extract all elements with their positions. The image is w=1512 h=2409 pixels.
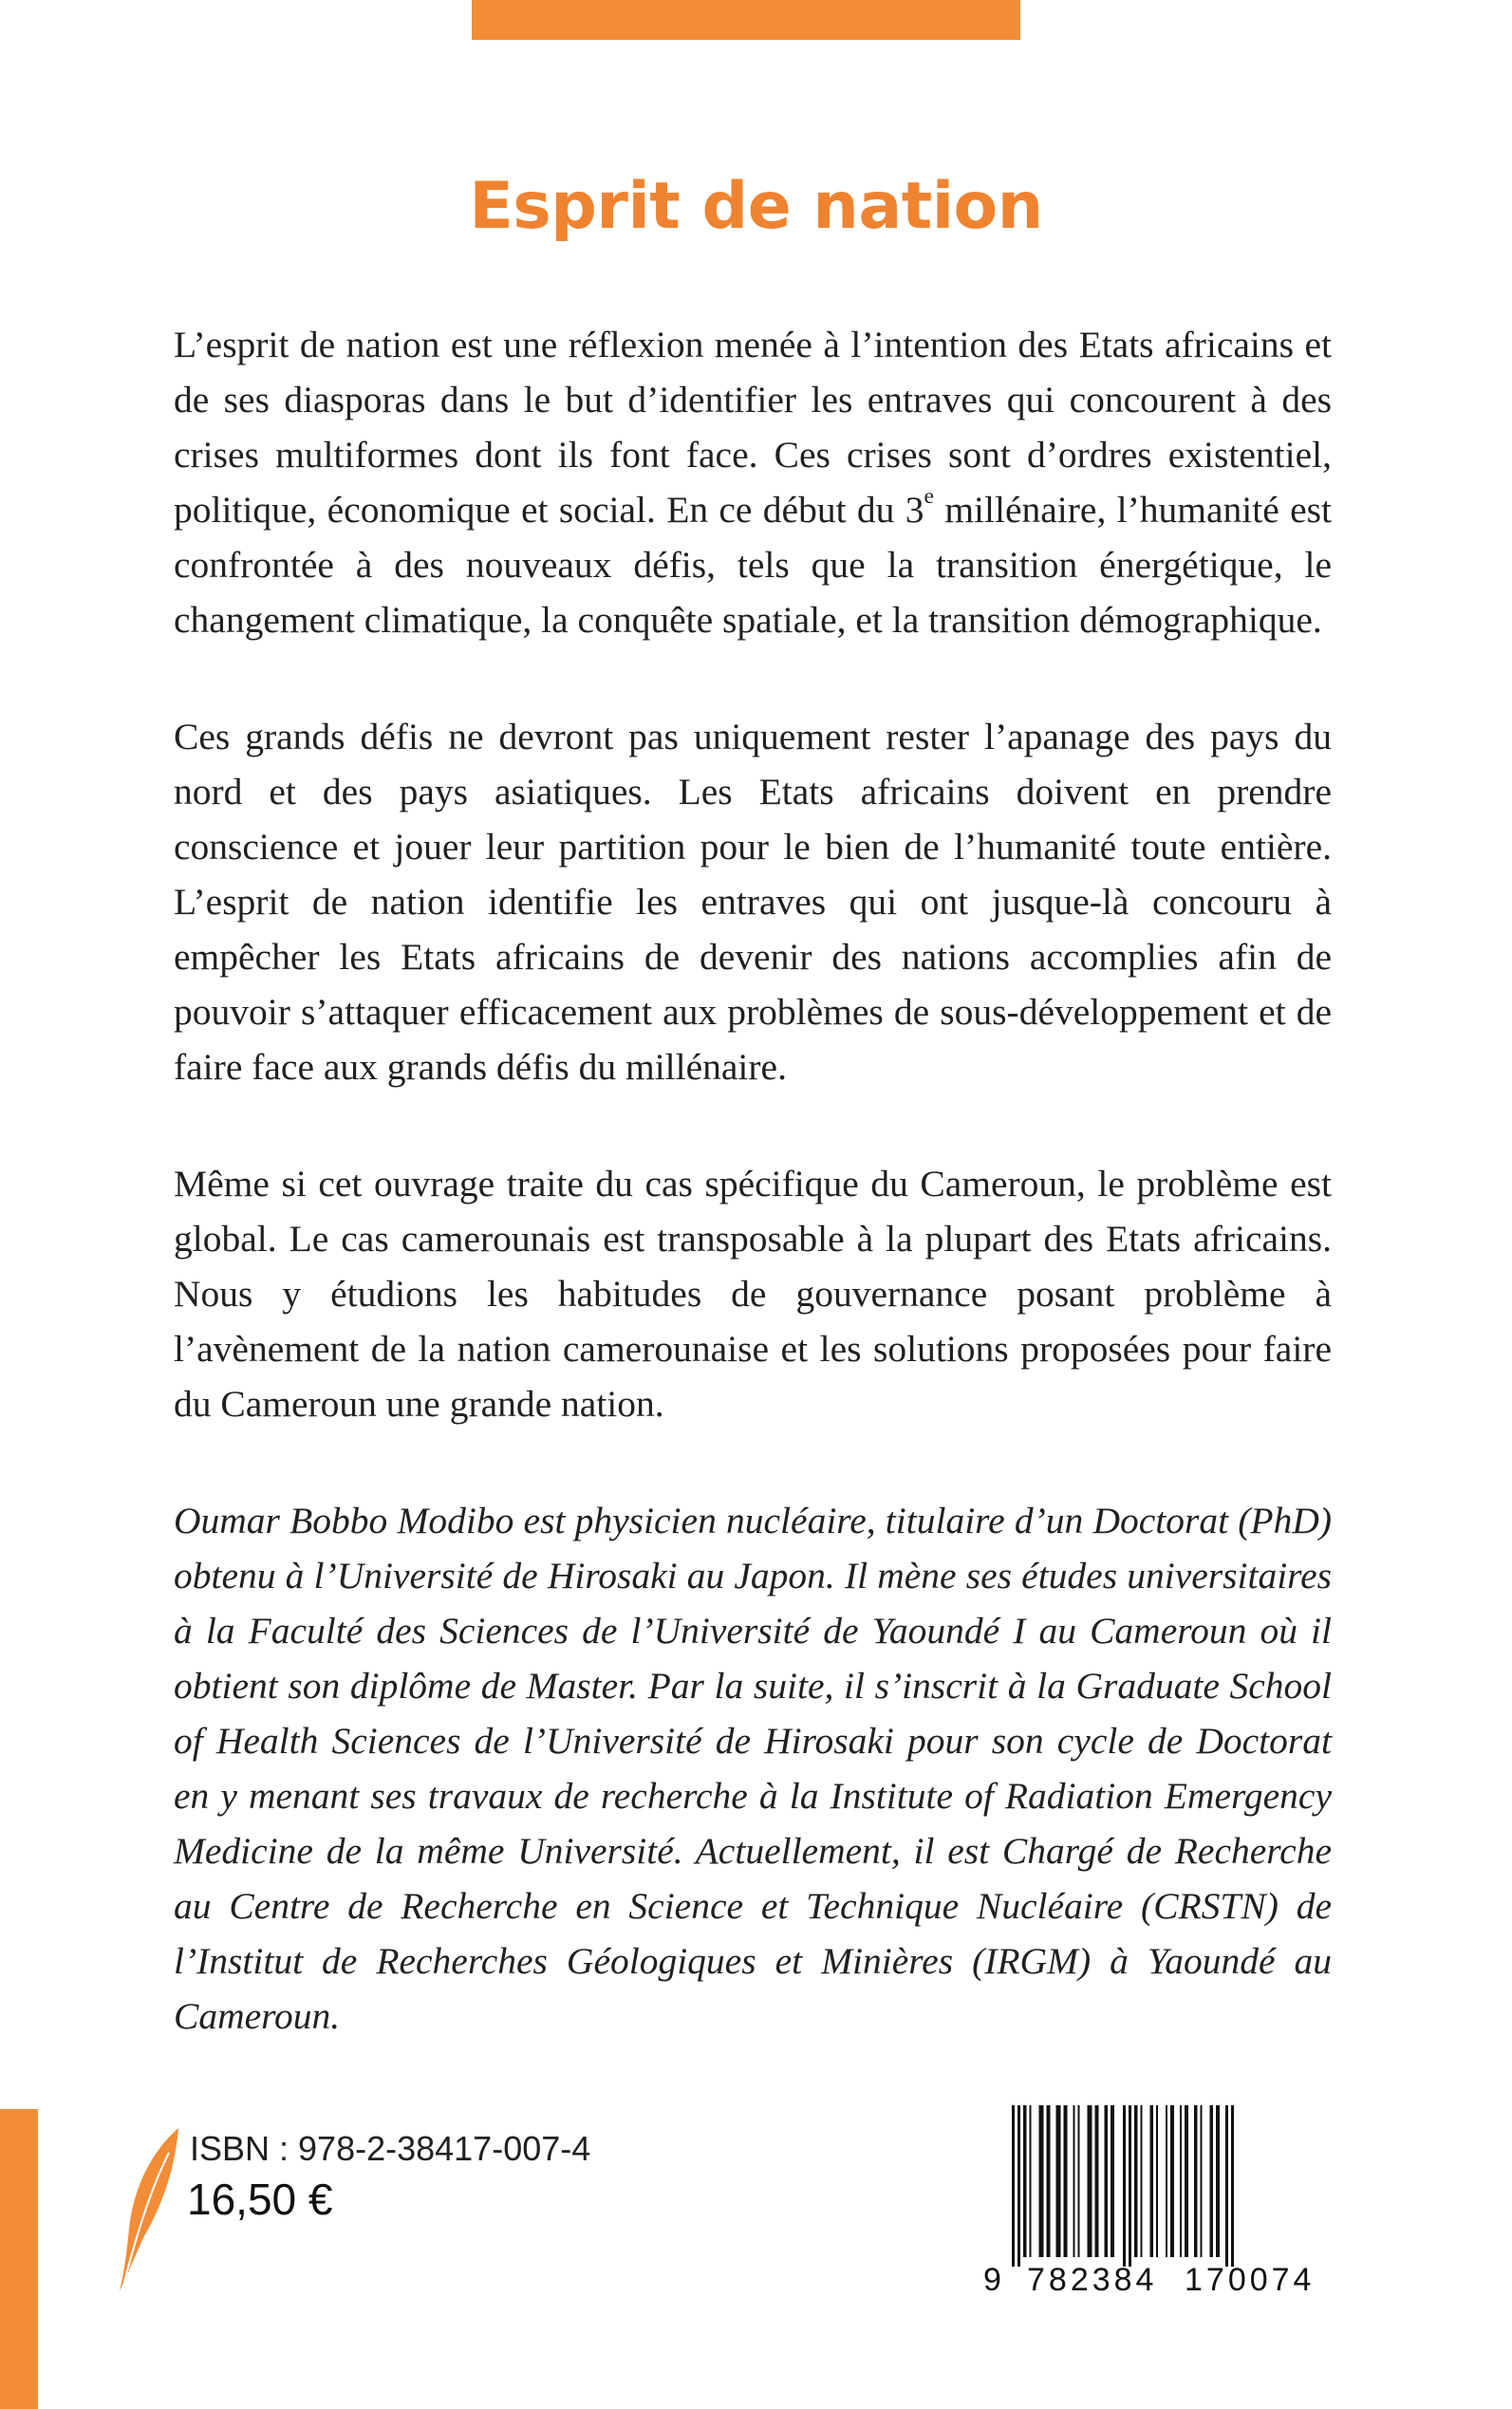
back-cover-text xyxy=(174,317,1332,2044)
left-accent-bar xyxy=(0,2109,38,2409)
barcode-bar xyxy=(1073,2105,1075,2257)
barcode-bar xyxy=(1129,2105,1131,2267)
top-accent-bar xyxy=(472,0,1020,40)
book-title: Esprit de nation xyxy=(469,169,1043,244)
barcode-bar xyxy=(1150,2105,1154,2257)
paragraph-1 xyxy=(174,317,1332,647)
barcode-bar xyxy=(1194,2105,1198,2257)
paragraph-1-part-b: millénaire, l’humanité est confrontée à des nouveaux défis, tels que la transition énergétique, le changement climatique, la conquête spatiale, et la transition démographique. xyxy=(174,489,1332,641)
barcode-bar xyxy=(1095,2105,1099,2257)
author-biography: Oumar Bobbo Modibo est physicien nucléaire, titulaire d’un Doctorat (PhD) obtenu à l’Université de Hirosaki au Japon. Il mène ses études universitaires à la Faculté des Sciences de l’Université de Yaoundé I au Cameroun où il obtient son diplôme de Master. Par la suite, il s’inscrit à la Graduate School of Health Sciences de l’Université de Hirosaki pour son cycle de Doctorat en y menant ses travaux de recherche à la Institute of Radiation Emergency Medicine de la même Université. Actuellement, il est Chargé de Recherche au Centre de Recherche en Science et Technique Nucléaire (CRSTN) de l’Institut de Recherches Géologiques et Minières (IRGM) à Yaoundé au Cameroun. xyxy=(174,1500,1332,2037)
barcode-bar xyxy=(1023,2105,1027,2257)
barcode-bar xyxy=(1017,2105,1020,2267)
barcode-bar xyxy=(1185,2105,1188,2257)
barcode-bar xyxy=(1201,2105,1203,2257)
barcode-bar xyxy=(1064,2105,1068,2257)
paragraph-3: Même si cet ouvrage traite du cas spécifique du Cameroun, le problème est global. Le cas camerounais est transposable à la plupart des Etats africains. Nous y étudions les habitudes de gouvernance posant problème à l’avènement de la nation camerounaise et les solutions proposées pour faire du Cameroun une grande nation. xyxy=(174,1163,1332,1425)
isbn-text: ISBN : 978-2-38417-007-4 xyxy=(190,2129,591,2168)
feather-icon xyxy=(112,2124,188,2295)
barcode-bar xyxy=(1039,2105,1044,2257)
barcode-first-digit: 9 xyxy=(983,2262,1001,2298)
barcode-bar xyxy=(1166,2105,1167,2257)
barcode-left-group: 782384 xyxy=(1027,2262,1158,2298)
barcode-bar xyxy=(1141,2105,1143,2257)
barcode-bar xyxy=(1225,2105,1228,2267)
barcode-bar xyxy=(1012,2105,1015,2267)
paragraph-1-part-a: L’esprit de nation est une réflexion menée à l’intention des Etats africains et de ses diasporas dans le but d’identifier les entraves qui concourent à des crises multiformes dont ils font face. Ces crises sont d’ordres existentiel, politique, économique et social. En ce début du 3 xyxy=(174,324,1332,531)
barcode-bar xyxy=(1134,2105,1138,2257)
superscript-e: e xyxy=(924,483,934,509)
barcode-bar xyxy=(1030,2105,1032,2257)
price-text: 16,50 € xyxy=(187,2175,333,2224)
barcode-bar xyxy=(1078,2105,1080,2257)
barcode-bar xyxy=(1088,2105,1092,2257)
barcode-bar xyxy=(1210,2105,1214,2257)
barcode-bar xyxy=(1170,2105,1174,2257)
barcode-bar xyxy=(1111,2105,1114,2257)
barcode-bar xyxy=(1216,2105,1220,2257)
barcode-bar xyxy=(1180,2105,1182,2257)
barcode-bar xyxy=(1056,2105,1061,2257)
barcode xyxy=(983,2105,1335,2267)
barcode-bar xyxy=(1047,2105,1051,2257)
paragraph-2: Ces grands défis ne devront pas uniquement rester l’apanage des pays du nord et des pays asiatiques. Les Etats africains doivent en prendre conscience et jouer leur partition pour le bien de l’humanité toute entière. L’esprit de nation identifie les entraves qui ont jusque-là concouru à empêcher les Etats africains de devenir des nations accomplies afin de pouvoir s’attaquer efficacement aux problèmes de sous-développement et de faire face aux grands défis du millénaire. xyxy=(174,716,1332,1088)
barcode-bar xyxy=(1105,2105,1109,2257)
barcode-bar xyxy=(1156,2105,1158,2257)
barcode-bar xyxy=(1123,2105,1126,2267)
barcode-right-group: 170074 xyxy=(1185,2262,1316,2298)
barcode-bar xyxy=(1231,2105,1234,2267)
